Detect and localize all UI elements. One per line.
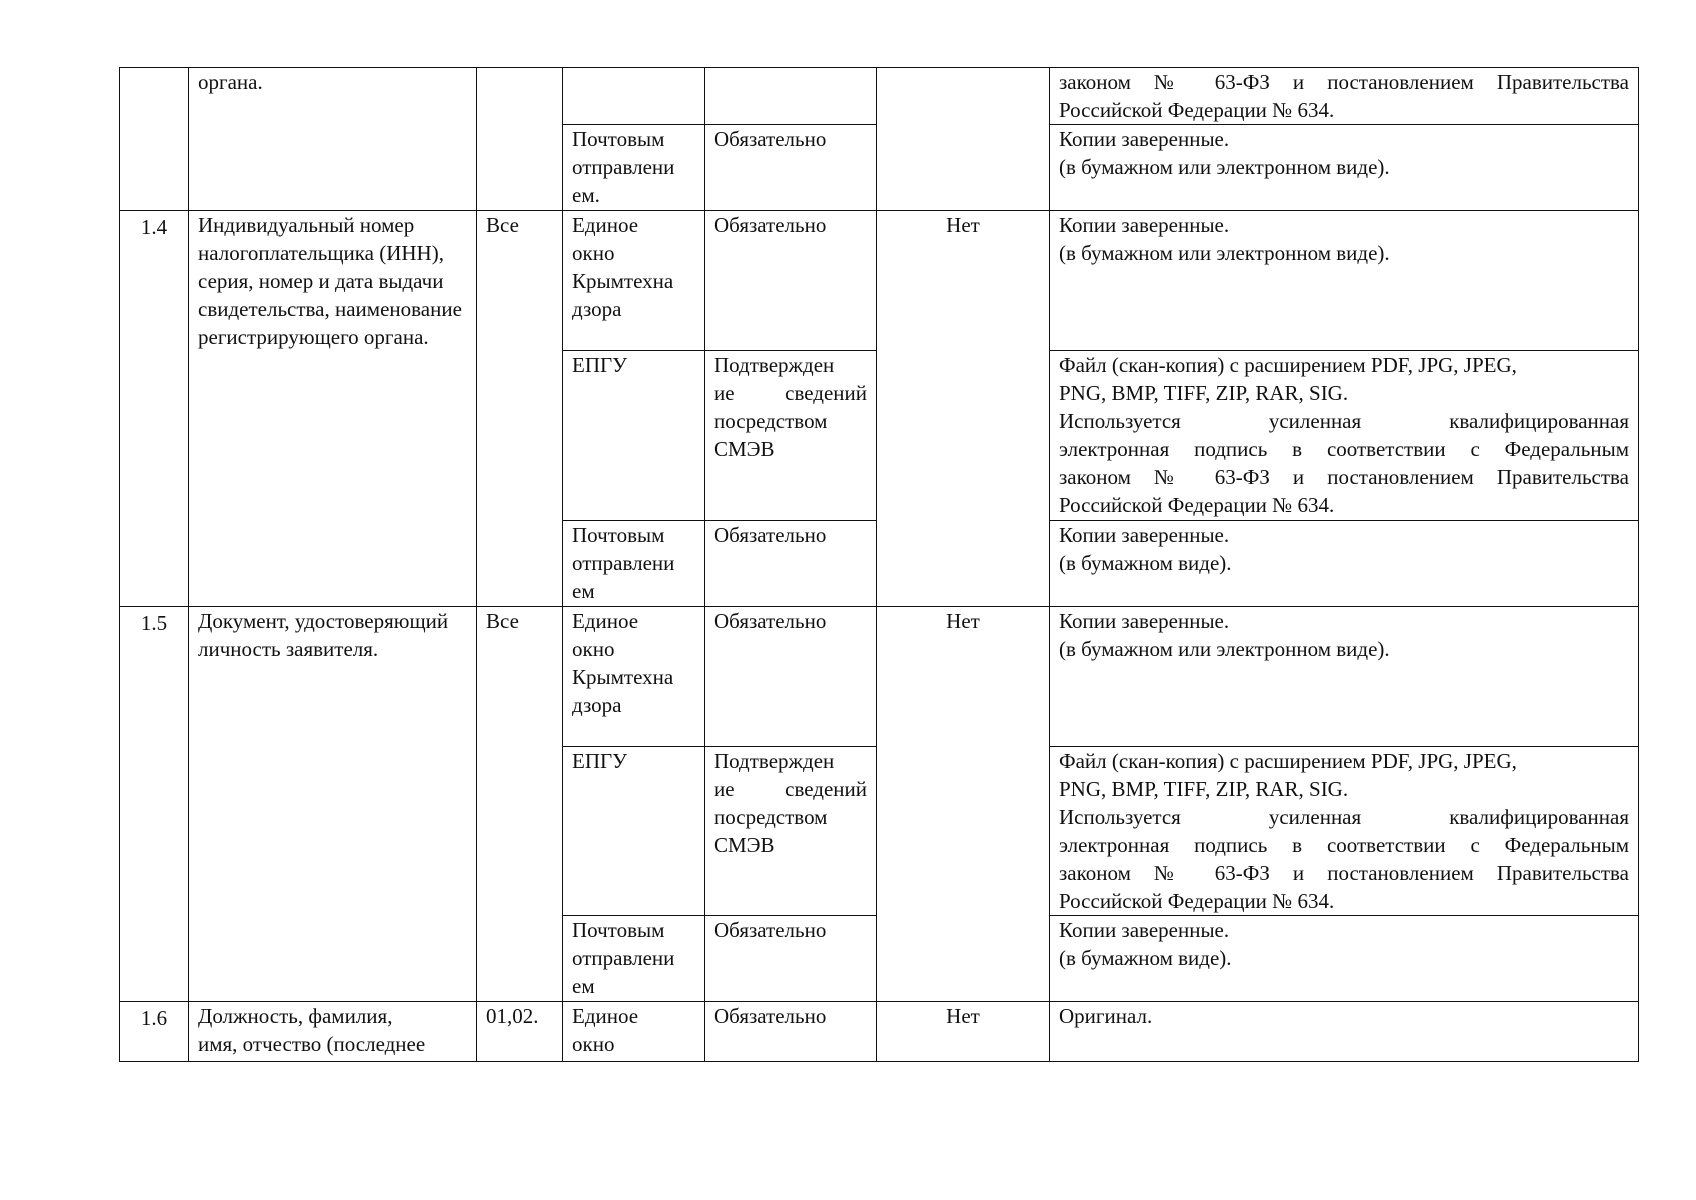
item-number-cell: 1.4 (120, 211, 189, 607)
format-cell: Копии заверенные. (в бумажном или электронном виде). (1050, 211, 1639, 351)
channel-cell: Единое окно Крымтехна дзора (563, 607, 705, 747)
item-name-cell: Должность, фамилия, имя, отчество (последнее (189, 1002, 477, 1062)
required-cell (877, 68, 1050, 211)
channel-cell: Почтовым отправлени ем (563, 916, 705, 1002)
format-cell: Файл (скан-копия) с расширением PDF, JPG, JPEG, PNG, BMP, TIFF, ZIP, RAR, SIG. Используется усиленная квалифицированная электронная подпись в соответствии с Федеральным законом № 63-ФЗ и постановлением Правительства Российской Федерации № 634. (1050, 351, 1639, 521)
status-cell: Обязательно (705, 125, 877, 211)
applicants-cell: Все (477, 211, 563, 607)
channel-cell: Почтовым отправлени ем. (563, 125, 705, 211)
table-row (120, 1002, 1639, 1062)
required-cell: Нет (877, 211, 1050, 607)
status-cell: Обязательно (705, 916, 877, 1002)
item-name-cell: Индивидуальный номер налогоплательщика (ИНН), серия, номер и дата выдачи свидетельства, наименование регистрирующего органа. (189, 211, 477, 607)
item-name-cell: Документ, удостоверяющий личность заявителя. (189, 607, 477, 1002)
channel-cell (563, 68, 705, 125)
table-row (120, 211, 1639, 351)
required-cell: Нет (877, 1002, 1050, 1062)
status-cell: Подтвержден ие сведений посредством СМЭВ (705, 747, 877, 916)
status-cell: Обязательно (705, 521, 877, 607)
item-number-cell: 1.6 (120, 1002, 189, 1062)
applicants-cell (477, 68, 563, 211)
format-cell: Оригинал. (1050, 1002, 1639, 1062)
channel-cell: Единое окно (563, 1002, 705, 1062)
status-cell: Обязательно (705, 1002, 877, 1062)
item-name-cell: органа. (189, 68, 477, 211)
format-cell: Копии заверенные. (в бумажном или электронном виде). (1050, 607, 1639, 747)
channel-cell: Почтовым отправлени ем (563, 521, 705, 607)
applicants-cell: 01,02. (477, 1002, 563, 1062)
applicants-cell: Все (477, 607, 563, 1002)
channel-cell: ЕПГУ (563, 351, 705, 521)
channel-cell: Единое окно Крымтехна дзора (563, 211, 705, 351)
format-cell: законом № 63-ФЗ и постановлением Правительства Российской Федерации № 634. (1050, 68, 1639, 125)
format-cell: Файл (скан-копия) с расширением PDF, JPG, JPEG, PNG, BMP, TIFF, ZIP, RAR, SIG. Используется усиленная квалифицированная электронная подпись в соответствии с Федеральным законом № 63-ФЗ и постановлением Правительства Российской Федерации № 634. (1050, 747, 1639, 916)
status-cell (705, 68, 877, 125)
format-cell: Копии заверенные. (в бумажном виде). (1050, 521, 1639, 607)
table-row (120, 607, 1639, 747)
item-number-cell (120, 68, 189, 211)
status-cell: Обязательно (705, 607, 877, 747)
item-number-cell: 1.5 (120, 607, 189, 1002)
channel-cell: ЕПГУ (563, 747, 705, 916)
status-cell: Обязательно (705, 211, 877, 351)
format-cell: Копии заверенные. (в бумажном или электронном виде). (1050, 125, 1639, 211)
format-cell: Копии заверенные. (в бумажном виде). (1050, 916, 1639, 1002)
document-table (119, 67, 1639, 1062)
status-cell: Подтвержден ие сведений посредством СМЭВ (705, 351, 877, 521)
required-cell: Нет (877, 607, 1050, 1002)
table-row (120, 68, 1639, 125)
